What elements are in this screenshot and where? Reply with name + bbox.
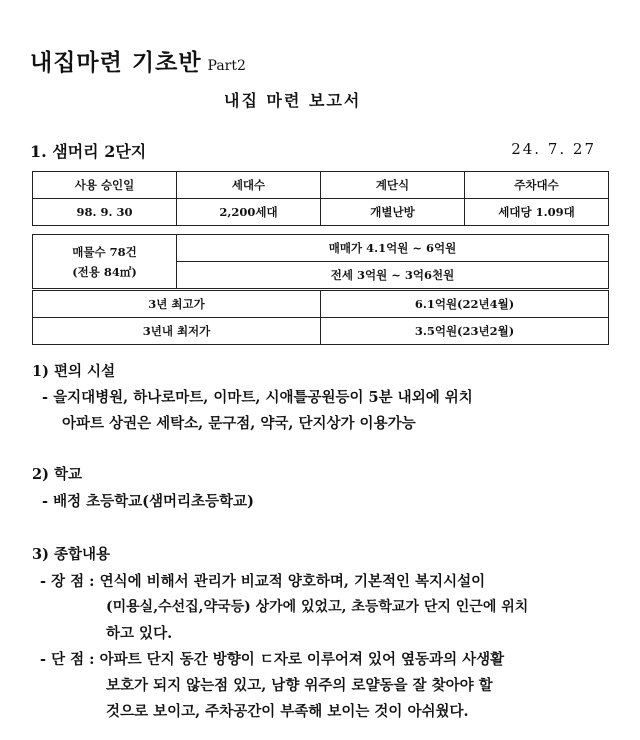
section-heading: 1. 샘머리 2단지 xyxy=(30,142,147,161)
cons-line: 것으로 보이고, 주차공간이 부족해 보이는 것이 아쉬웠다. xyxy=(106,703,469,720)
school-heading: 2) 학교 xyxy=(32,466,83,483)
listing-count-cell xyxy=(33,235,177,289)
table-header-cell: 사용 승인일 xyxy=(33,172,177,199)
facilities-line: 아파트 상권은 세탁소, 문구점, 약국, 단지상가 이용가능 xyxy=(62,415,416,432)
price-value: 3.5억원(23년2월) xyxy=(321,318,609,345)
table-cell: 2,200세대 xyxy=(177,199,321,226)
title-part: Part2 xyxy=(207,58,246,74)
table-row xyxy=(33,318,609,345)
listing-price-table xyxy=(32,234,609,289)
jeonse-price-range: 전세 3억원 ~ 3억6천원 xyxy=(177,262,609,289)
pros-line: (미용실,수선집,약국등) 상가에 있었고, 초등학교가 단지 인근에 위치 xyxy=(106,599,529,615)
price-label: 3년 최고가 xyxy=(33,291,321,318)
table-row xyxy=(33,235,609,262)
facilities-heading: 1) 편의 시설 xyxy=(32,363,116,380)
cons-line: - 단 점 : 아파트 단지 동간 방향이 ㄷ자로 이루어져 있어 옆동과의 사생활 xyxy=(40,651,505,668)
table-header-cell: 계단식 xyxy=(321,172,465,199)
price-label: 3년내 최저가 xyxy=(33,318,321,345)
table-cell: 98. 9. 30 xyxy=(33,199,177,226)
pros-line: 하고 있다. xyxy=(106,625,173,642)
table-cell: 세대당 1.09대 xyxy=(465,199,609,226)
table-row xyxy=(33,291,609,318)
table-header-cell: 주차대수 xyxy=(465,172,609,199)
document-subtitle: 내집 마련 보고서 xyxy=(224,91,362,110)
table-header-cell: 세대수 xyxy=(177,172,321,199)
facilities-line: - 을지대병원, 하나로마트, 이마트, 시애틀공원등이 5분 내외에 위치 xyxy=(42,389,473,406)
report-date: 24. 7. 27 xyxy=(511,140,596,158)
listing-count: 매물수 78건 xyxy=(72,244,137,259)
price-history-table xyxy=(32,290,609,345)
school-line: - 배정 초등학교(샘머리초등학교) xyxy=(42,493,254,510)
document-title xyxy=(30,44,246,77)
title-main: 내집마련 기초반 xyxy=(30,49,202,76)
pros-line: - 장 점 : 연식에 비해서 관리가 비교적 양호하며, 기본적인 복지시설이 xyxy=(40,573,486,590)
cons-line: 보호가 되지 않는점 있고, 남향 위주의 로얄동을 잘 찾아야 할 xyxy=(106,677,493,694)
sale-price-range: 매매가 4.1억원 ~ 6억원 xyxy=(177,235,609,262)
summary-table xyxy=(32,171,609,226)
table-header-row xyxy=(33,172,609,199)
table-cell: 개별난방 xyxy=(321,199,465,226)
table-row xyxy=(33,199,609,226)
summary-heading: 3) 종합내용 xyxy=(32,546,111,563)
price-value: 6.1억원(22년4월) xyxy=(321,291,609,318)
listing-area: (전용 84㎡) xyxy=(72,264,137,279)
